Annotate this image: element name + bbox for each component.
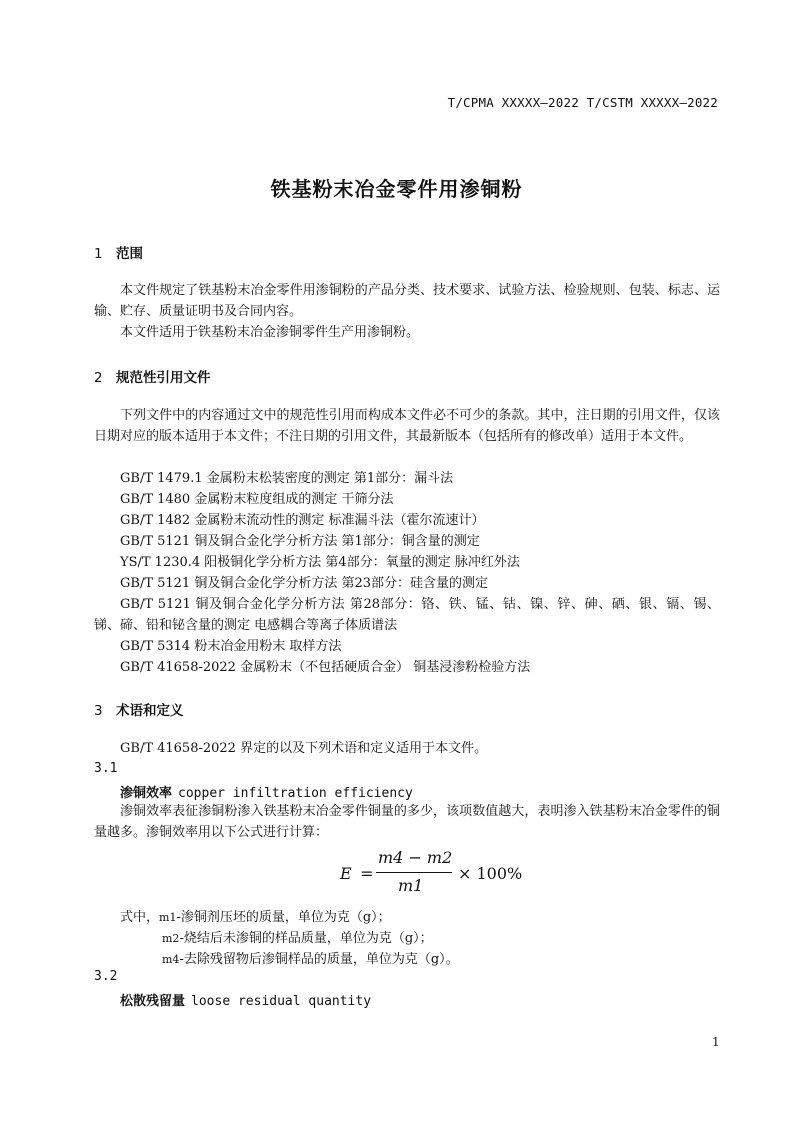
section-3-heading bbox=[94, 699, 184, 719]
variable-description: -渗铜剂压坯的质量，单位为克（g）； bbox=[176, 910, 391, 925]
section-2-intro: 下列文件中的内容通过文中的规范性引用而构成本文件必不可少的条款。其中，注日期的引用文件，仅该日期对应的版本适用于本文件；不注日期的引用文件，其最新版本（包括所有的修改单）适用于本文件。 bbox=[94, 408, 720, 444]
reference-item: GB/T 5314 粉末冶金用粉末 取样方法 bbox=[120, 639, 342, 654]
formula-numerator: m4 − m2 bbox=[378, 848, 453, 867]
where-prefix: 式中， bbox=[120, 910, 160, 925]
reference-item: GB/T 1479.1 金属粉末松装密度的测定 第1部分：漏斗法 bbox=[120, 471, 454, 486]
term-3-1-chinese: 渗铜效率 bbox=[120, 786, 173, 801]
formula-tail: × 100% bbox=[458, 864, 523, 883]
term-3-2-english: loose residual quantity bbox=[191, 994, 372, 1009]
reference-item: GB/T 5121 铜及铜合金化学分析方法 第23部分：硅含量的测定 bbox=[120, 576, 489, 591]
formula-denominator: m1 bbox=[398, 876, 424, 895]
reference-item: GB/T 41658-2022 金属粉末（不包括硬质合金） 铜基浸渗粉检验方法 bbox=[120, 660, 531, 675]
document-title: 铁基粉末冶金零件用渗铜粉 bbox=[270, 177, 523, 201]
section-2-heading bbox=[94, 366, 211, 386]
document-code: T/CPMA XXXXX—2022 T/CSTM XXXXX—2022 bbox=[447, 95, 718, 110]
section-2-title: 规范性引用文件 bbox=[116, 370, 211, 386]
reference-item: GB/T 5121 铜及铜合金化学分析方法 第28部分：铬、铁、锰、钴、镍、锌、砷、硒、银、镉、锡、锑、碲、铅和铋含量的测定 电感耦合等离子体质谱法 bbox=[94, 597, 720, 633]
reference-item: GB/T 1480 金属粉末粒度组成的测定 干筛分法 bbox=[120, 492, 394, 507]
reference-item: GB/T 5121 铜及铜合金化学分析方法 第1部分：铜含量的测定 bbox=[120, 534, 480, 549]
term-3-2-chinese: 松散残留量 bbox=[120, 994, 186, 1009]
page-number: 1 bbox=[712, 1035, 720, 1049]
section-3-intro: GB/T 41658-2022 界定的以及下列术语和定义适用于本文件。 bbox=[120, 741, 488, 756]
variable-symbol: m1 bbox=[159, 911, 177, 924]
clause-3-1-number: 3.1 bbox=[94, 761, 118, 776]
variable-description: -烧结后未渗铜的样品质量，单位为克（g）； bbox=[179, 931, 433, 946]
variable-description: -去除残留物后渗铜样品的质量，单位为克（g）。 bbox=[179, 952, 459, 967]
variable-symbol: m2 bbox=[162, 932, 180, 945]
formula-lhs: E bbox=[340, 864, 352, 883]
variable-symbol: m4 bbox=[162, 953, 180, 966]
section-2-number: 2 bbox=[94, 370, 103, 386]
section-1-paragraph-2: 本文件适用于铁基粉末冶金渗铜零件生产用渗铜粉。 bbox=[120, 325, 420, 340]
variable-definition bbox=[162, 927, 433, 946]
reference-item: GB/T 1482 金属粉末流动性的测定 标准漏斗法（霍尔流速计） bbox=[120, 513, 485, 528]
term-3-1-definition: 渗铜效率表征渗铜粉渗入铁基粉末冶金零件铜量的多少，该项数值越大，表明渗入铁基粉末冶金零件的铜量越多。渗铜效率用以下公式进行计算： bbox=[94, 804, 720, 840]
section-3-number: 3 bbox=[94, 703, 103, 719]
formula-fraction-line bbox=[376, 872, 452, 873]
term-3-2 bbox=[120, 990, 371, 1009]
term-3-1-english: copper infiltration efficiency bbox=[178, 786, 413, 801]
clause-3-2-number: 3.2 bbox=[94, 969, 118, 984]
section-1-title: 范围 bbox=[116, 246, 143, 262]
reference-item: YS/T 1230.4 阳极铜化学分析方法 第4部分：氧量的测定 脉冲红外法 bbox=[120, 555, 520, 570]
section-1-number: 1 bbox=[94, 246, 103, 262]
section-3-title: 术语和定义 bbox=[116, 703, 184, 719]
section-1-heading bbox=[94, 242, 143, 262]
section-1-paragraph-1: 本文件规定了铁基粉末冶金零件用渗铜粉的产品分类、技术要求、试验方法、检验规则、包装、标志、运输、贮存、质量证明书及合同内容。 bbox=[94, 283, 720, 319]
formula-equals: = bbox=[360, 864, 374, 883]
variable-definition bbox=[162, 948, 459, 967]
term-3-1 bbox=[120, 782, 413, 801]
variable-definition bbox=[120, 906, 391, 925]
